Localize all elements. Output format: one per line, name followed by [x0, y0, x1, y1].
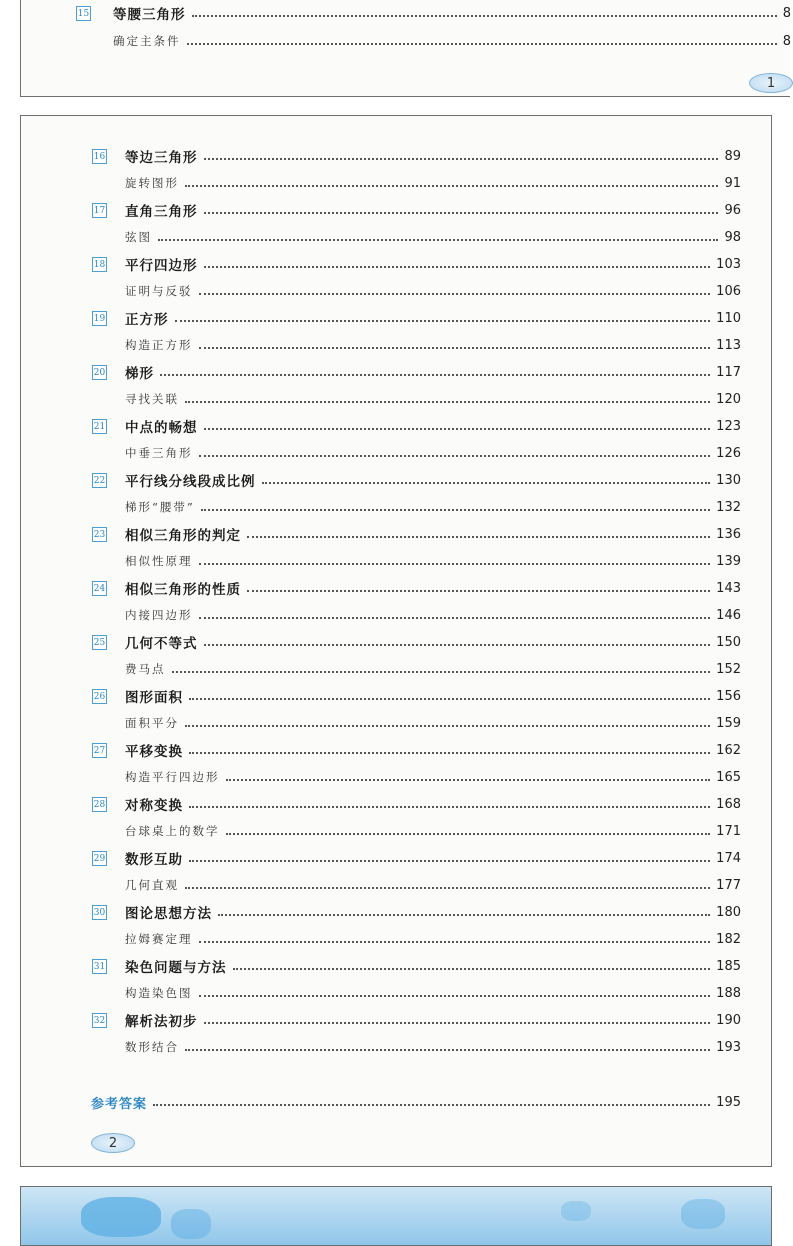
section-title: 费马点 [125, 662, 166, 676]
chapter-number-box: 19 [92, 311, 107, 326]
toc-page-2 [20, 115, 772, 1167]
section-title: 台球桌上的数学 [125, 824, 220, 838]
toc-subentry[interactable] [125, 497, 741, 517]
chapter-title: 对称变换 [125, 798, 183, 814]
page-ref: 162 [716, 742, 741, 758]
page-ref: 195 [716, 1094, 741, 1110]
page-ref: 132 [716, 499, 741, 515]
page-ref: 177 [716, 877, 741, 893]
toc-entry[interactable] [125, 200, 741, 220]
section-title: 数形结合 [125, 1040, 179, 1054]
dot-leader [187, 43, 777, 45]
toc-entry[interactable] [125, 308, 741, 328]
page-ref: 182 [716, 931, 741, 947]
chapter-title: 梯形 [125, 366, 154, 382]
toc-page-1 [20, 0, 790, 97]
dot-leader [226, 833, 711, 835]
chapter-number-box: 25 [92, 635, 107, 650]
chapter-number-box: 24 [92, 581, 107, 596]
puzzle-piece-decoration [681, 1199, 725, 1229]
page-ref: 146 [716, 607, 741, 623]
page-ref: 8 [782, 5, 791, 21]
dot-leader [199, 293, 711, 295]
chapter-title: 数形互助 [125, 852, 183, 868]
page-ref: 159 [716, 715, 741, 731]
chapter-title: 图论思想方法 [125, 906, 212, 922]
dot-leader [189, 752, 710, 754]
page-ref: 136 [716, 526, 741, 542]
dot-leader [175, 320, 711, 322]
page-ref: 190 [716, 1012, 741, 1028]
toc-entry[interactable] [125, 902, 741, 922]
chapter-title: 中点的畅想 [125, 420, 198, 436]
section-title: 构造染色图 [125, 986, 193, 1000]
dot-leader [199, 941, 711, 943]
dot-leader [172, 671, 711, 673]
section-title: 证明与反驳 [125, 284, 193, 298]
chapter-title: 直角三角形 [125, 204, 198, 220]
toc-entry[interactable] [125, 146, 741, 166]
page-ref: 150 [716, 634, 741, 650]
chapter-title: 图形面积 [125, 690, 183, 706]
section-title: 构造平行四边形 [125, 770, 220, 784]
page-ref: 106 [716, 283, 741, 299]
chapter-title: 等边三角形 [125, 150, 198, 166]
chapter-number-box: 26 [92, 689, 107, 704]
page-ref: 98 [724, 229, 741, 245]
dot-leader [204, 644, 711, 646]
chapter-number-box: 28 [92, 797, 107, 812]
section-title: 拉姆赛定理 [125, 932, 193, 946]
section-title: 梯形“腰带” [125, 500, 195, 514]
section-title: 内接四边形 [125, 608, 193, 622]
chapter-number-box: 30 [92, 905, 107, 920]
section-title: 相似性原理 [125, 554, 193, 568]
dot-leader [189, 860, 710, 862]
dot-leader [233, 968, 711, 970]
dot-leader [204, 158, 719, 160]
page-ref: 113 [716, 337, 741, 353]
toc-entry[interactable] [125, 848, 741, 868]
dot-leader [204, 1022, 711, 1024]
dot-leader [189, 806, 710, 808]
chapter-title: 平移变换 [125, 744, 183, 760]
dot-leader [218, 914, 710, 916]
page-ref: 117 [716, 364, 741, 380]
dot-leader [204, 212, 719, 214]
toc-entry[interactable] [125, 416, 741, 436]
answers-title: 参考答案 [91, 1096, 148, 1112]
chapter-number-box: 27 [92, 743, 107, 758]
dot-leader [199, 563, 711, 565]
dot-leader [199, 995, 711, 997]
chapter-title: 等腰三角形 [113, 7, 186, 23]
page-ref: 156 [716, 688, 741, 704]
page-ref: 123 [716, 418, 741, 434]
toc-entry[interactable] [113, 3, 791, 23]
dot-leader [204, 266, 711, 268]
page-number-badge: 2 [91, 1133, 135, 1153]
dot-leader [160, 374, 710, 376]
page-ref: 143 [716, 580, 741, 596]
section-title: 寻找关联 [125, 392, 179, 406]
toc-subentry[interactable] [125, 173, 741, 193]
dot-leader [204, 428, 711, 430]
dot-leader [158, 239, 718, 241]
section-title: 确定主条件 [113, 34, 181, 48]
page-ref: 152 [716, 661, 741, 677]
toc-subentry[interactable] [125, 1037, 741, 1057]
toc-entry[interactable] [125, 578, 741, 598]
toc-entry[interactable] [125, 794, 741, 814]
dot-leader [185, 401, 710, 403]
chapter-number-box: 32 [92, 1013, 107, 1028]
dot-leader [185, 725, 710, 727]
section-title: 面积平分 [125, 716, 179, 730]
page-ref: 174 [716, 850, 741, 866]
puzzle-piece-decoration [561, 1201, 591, 1221]
section-title: 弦图 [125, 230, 152, 244]
chapter-number-box: 15 [76, 6, 91, 21]
page-ref: 96 [724, 202, 741, 218]
chapter-title: 平行四边形 [125, 258, 198, 274]
page-ref: 188 [716, 985, 741, 1001]
answers-entry[interactable] [91, 1092, 741, 1112]
toc-entry[interactable] [125, 254, 741, 274]
dot-leader [199, 455, 711, 457]
chapter-title: 平行线分线段成比例 [125, 474, 256, 490]
dot-leader [247, 590, 710, 592]
chapter-number-box: 20 [92, 365, 107, 380]
dot-leader [185, 185, 718, 187]
page-ref: 171 [716, 823, 741, 839]
toc-subentry[interactable] [125, 821, 741, 841]
toc-subentry[interactable] [125, 443, 741, 463]
puzzle-piece-decoration [81, 1197, 161, 1237]
toc-subentry[interactable] [125, 551, 741, 571]
chapter-title: 相似三角形的判定 [125, 528, 241, 544]
dot-leader [192, 15, 777, 17]
toc-subentry[interactable] [125, 659, 741, 679]
toc-subentry[interactable] [125, 227, 741, 247]
page-ref: 165 [716, 769, 741, 785]
page-ref: 120 [716, 391, 741, 407]
page-ref: 168 [716, 796, 741, 812]
toc-subentry[interactable] [125, 767, 741, 787]
dot-leader [226, 779, 711, 781]
toc-subentry[interactable] [125, 335, 741, 355]
toc-entry[interactable] [125, 686, 741, 706]
dot-leader [189, 698, 710, 700]
dot-leader [153, 1104, 710, 1106]
page-ref: 8 [782, 33, 791, 49]
next-page-cover [20, 1186, 772, 1246]
chapter-title: 正方形 [125, 312, 169, 328]
chapter-title: 几何不等式 [125, 636, 198, 652]
toc-entry[interactable] [125, 524, 741, 544]
chapter-number-box: 29 [92, 851, 107, 866]
toc-entry[interactable] [125, 632, 741, 652]
toc-entry[interactable] [125, 362, 741, 382]
page-ref: 130 [716, 472, 741, 488]
page-ref: 89 [724, 148, 741, 164]
section-title: 中垂三角形 [125, 446, 193, 460]
toc-entry[interactable] [125, 956, 741, 976]
chapter-number-box: 22 [92, 473, 107, 488]
page-ref: 126 [716, 445, 741, 461]
toc-subentry[interactable] [125, 389, 741, 409]
chapter-number-box: 21 [92, 419, 107, 434]
dot-leader [185, 1049, 710, 1051]
page-number-badge: 1 [749, 73, 793, 93]
dot-leader [247, 536, 710, 538]
dot-leader [199, 347, 711, 349]
toc-subentry[interactable] [125, 983, 741, 1003]
page-ref: 103 [716, 256, 741, 272]
toc-entry[interactable] [125, 740, 741, 760]
chapter-title: 相似三角形的性质 [125, 582, 241, 598]
dot-leader [201, 509, 710, 511]
page-ref: 180 [716, 904, 741, 920]
page-ref: 110 [716, 310, 741, 326]
chapter-number-box: 18 [92, 257, 107, 272]
toc-subentry[interactable] [125, 713, 741, 733]
chapter-number-box: 16 [92, 149, 107, 164]
toc-subentry[interactable] [125, 875, 741, 895]
chapter-number-box: 23 [92, 527, 107, 542]
chapter-number-box: 31 [92, 959, 107, 974]
chapter-title: 染色问题与方法 [125, 960, 227, 976]
toc-entry[interactable] [125, 1010, 741, 1030]
section-title: 旋转图形 [125, 176, 179, 190]
puzzle-piece-decoration [171, 1209, 211, 1239]
dot-leader [199, 617, 711, 619]
toc-subentry[interactable] [125, 605, 741, 625]
page-ref: 91 [724, 175, 741, 191]
dot-leader [185, 887, 710, 889]
toc-subentry[interactable] [125, 929, 741, 949]
page-ref: 193 [716, 1039, 741, 1055]
page-ref: 139 [716, 553, 741, 569]
chapter-title: 解析法初步 [125, 1014, 198, 1030]
section-title: 几何直观 [125, 878, 179, 892]
section-title: 构造正方形 [125, 338, 193, 352]
toc-entry[interactable] [125, 470, 741, 490]
toc-subentry[interactable] [125, 281, 741, 301]
page-ref: 185 [716, 958, 741, 974]
toc-subentry[interactable] [113, 31, 791, 51]
dot-leader [262, 482, 711, 484]
chapter-number-box: 17 [92, 203, 107, 218]
